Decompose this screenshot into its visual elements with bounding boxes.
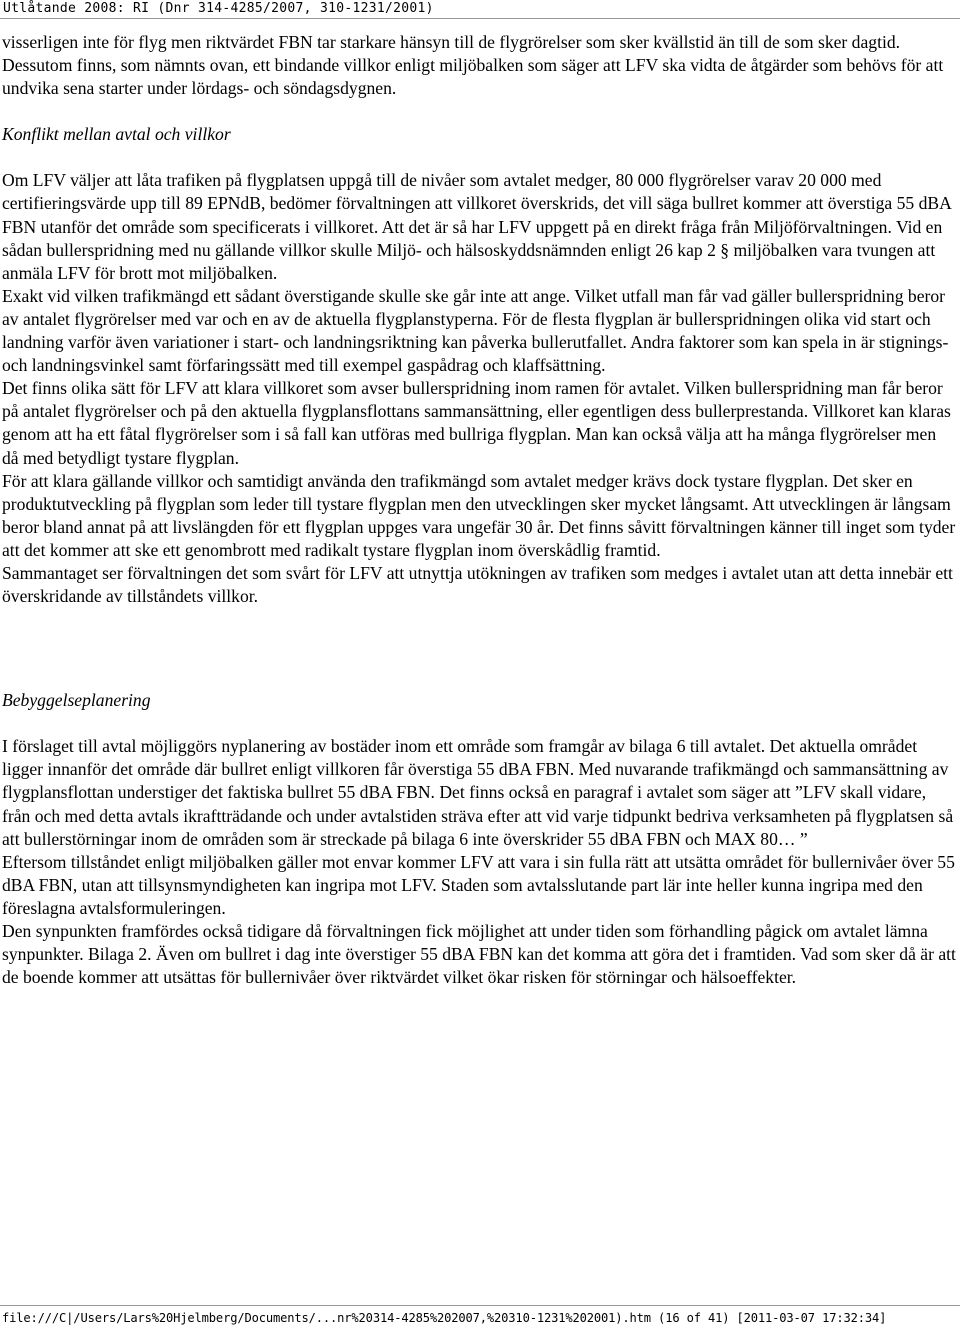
- spacer: [2, 146, 956, 169]
- header-divider: [0, 18, 960, 19]
- section-heading-conflict: Konflikt mellan avtal och villkor: [2, 124, 231, 145]
- planning-paragraph: I förslaget till avtal möjliggörs nyplanering av bostäder inom ett område som framgår av bilaga 6 till avtalet. Det aktuella området ligger innanför det område där bullret enligt villkoren får överstiga 55 dBA FBN. Med nuvarande trafikmängd och sammansättning av flygplansflottan understiger det faktiska bullret 55 dBA FBN. Det finns också en paragraf i avtalet som säger att ”LFV skall vidare, från och med detta avtals ikraftträdande och under avtalstiden sträva efter att vid varje tidpunkt bedriva verksamheten på flygplatsen så att bullerstörningar inom de områden som är streckade på bilaga 6 inte överskrider 55 dBA FBN och MAX 80… ”: [2, 736, 954, 849]
- conflict-paragraph: Om LFV väljer att låta trafiken på flygplatsen uppgå till de nivåer som avtalet medger, 80 000 flygrörelser varav 20 000 med certifieringsvärde upp till 89 EPNdB, bedömer förvaltningen att villkoret överskrids, det vill säga bullret kommer att överstiga 55 dBA FBN utanför det område som specificerats i villkoret. Att det är så har LFV uppgett på en direkt fråga från Miljöförvaltningen. Vid en sådan bullerspridning med nu gällande villkor skulle Miljö- och hälsoskyddsnämnden enligt 26 kap 2 § miljöbalken vara tvungen att anmäla LFV för brott mot miljöbalken.: [2, 170, 951, 283]
- section-heading-planning: Bebyggelseplanering: [2, 690, 151, 711]
- conflict-paragraph: Det finns olika sätt för LFV att klara villkoret som avser bullerspridning inom ramen för avtalet. Vilken bullerspridning man får beror på antalet flygrörelser och på den aktuella flygplansflottans sammansättning, eller egentligen dess bullerprestanda. Villkoret kan klaras genom att ha ett fåtal flygrörelser som i så fall kan utföras med bullriga flygplan. Man kan också välja att ha många flygrörelser men då med betydligt tystare flygplan.: [2, 378, 951, 468]
- spacer: [2, 712, 956, 735]
- footer-divider: [0, 1305, 960, 1306]
- conflict-paragraph: Sammantaget ser förvaltningen det som svårt för LFV att utnyttja utökningen av trafiken som medges i avtalet utan att detta innebär ett överskridande av tillståndets villkor.: [2, 562, 953, 607]
- conflict-paragraph: För att klara gällande villkor och samtidigt använda den trafikmängd som avtalet medger krävs dock tystare flygplan. Det sker en produktutveckling på flygplan som leder till tystare flygplan men den utvecklingen sker mycket långsamt. Att utvecklingen är långsam beror bland annat på att livslängden för ett flygplan uppges vara ungefär 30 år. Det finns såvitt förvaltningen känner till inget som tyder att det kommer att ske ett genombrott med radikalt tystare flygplan inom överskådlig framtid.: [2, 470, 956, 560]
- document-body: [2, 31, 956, 989]
- spacer: [2, 100, 956, 123]
- conflict-paragraph: Exakt vid vilken trafikmängd ett sådant överstigande skulle ske går inte att ange. Vilket utfall man får vad gäller bullerspridning beror av antalet flygrörelser med var och en av de aktuella flygplanstyperna. För de flesta flygplan är bullerspridningen olika vid start och landning varför även variationer i start- och landningsriktning kan påverka bullerutfallet. Andra faktorer som kan spela in är stignings- och landningsvinkel samt förfaringssätt med till exempel gaspådrag och klaffsättning.: [2, 285, 949, 376]
- spacer: [2, 608, 956, 689]
- planning-paragraph: Den synpunkten framfördes också tidigare då förvaltningen fick möjlighet att under tiden som förhandling pågick om avtalet lämna synpunkter. Bilaga 2. Även om bullret i dag inte överstiger 55 dBA FBN kan det komma att göra det i framtiden. Vad som sker då är att de boende kommer att utsättas för bullernivåer över riktvärdet vilket ökar risken för störningar och hälsoeffekter.: [2, 921, 956, 988]
- intro-paragraph: visserligen inte för flyg men riktvärdet FBN tar starkare hänsyn till de flygrörelser som sker kvällstid än till de som sker dagtid. Dessutom finns, som nämnts ovan, ett bindande villkor enligt miljöbalken som säger att LFV ska vidta de åtgärder som behövs för att undvika sena starter under lördags- och söndagsdygnen.: [2, 32, 944, 99]
- page-footer-location: file:///C|/Users/Lars%20Hjelmberg/Documents/...nr%20314-4285%202007,%20310-1231%202001).htm (16 of 41) [2011-03-07 17:32:34]: [2, 1311, 887, 1325]
- page-header: Utlåtande 2008: RI (Dnr 314-4285/2007, 310-1231/2001): [3, 1, 434, 16]
- planning-paragraph: Eftersom tillståndet enligt miljöbalken gäller mot envar kommer LFV att vara i sin fulla rätt att utsätta området för bullernivåer över 55 dBA FBN, utan att tillsynsmyndigheten kan ingripa mot LFV. Staden som avtalsslutande part lär inte heller kunna ingripa med den föreslagna avtalsformuleringen.: [2, 851, 955, 918]
